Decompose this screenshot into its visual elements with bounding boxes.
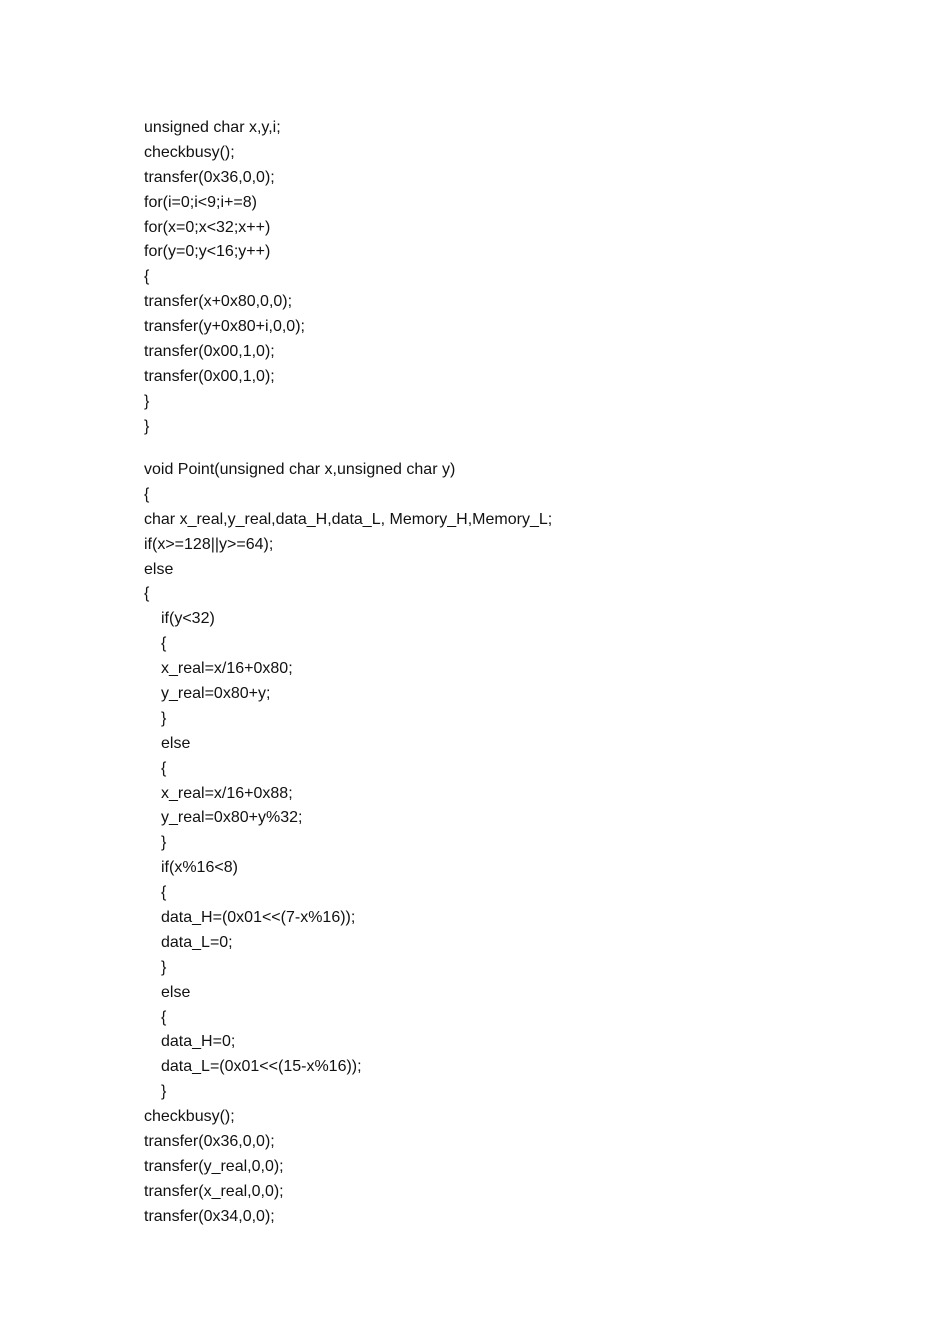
code-line: } [161,709,167,727]
code-line: y_real=0x80+y%32; [161,809,303,827]
code-line: else [144,560,174,578]
code-line: if(x>=128||y>=64); [144,535,274,553]
code-line: y_real=0x80+y; [161,685,271,703]
code-line: transfer(0x00,1,0); [144,343,275,361]
code-line: { [161,635,167,653]
code-block-point-function [144,458,552,1230]
code-line: else [161,734,191,752]
code-line: checkbusy(); [144,143,235,161]
code-line: { [161,884,167,902]
code-line: transfer(0x00,1,0); [144,367,275,385]
code-line: } [161,1083,167,1101]
code-line: checkbusy(); [144,1108,235,1126]
code-line: char x_real,y_real,data_H,data_L, Memory_H,Memory_L; [144,510,553,528]
code-line: transfer(0x36,0,0); [144,1133,275,1151]
code-line: transfer(y_real,0,0); [144,1157,284,1175]
code-block-init [144,116,305,440]
code-line: { [161,759,167,777]
code-line: { [144,585,150,603]
code-line: } [144,417,150,435]
code-line: { [144,485,150,503]
code-line: { [144,268,150,286]
code-line: void Point(unsigned char x,unsigned char y) [144,461,456,478]
code-line: if(x%16<8) [161,859,238,877]
code-line: data_H=(0x01<<(7-x%16)); [161,909,356,927]
code-line: for(y=0;y<16;y++) [144,243,271,261]
code-line: data_L=(0x01<<(15-x%16)); [161,1058,362,1076]
code-line: transfer(y+0x80+i,0,0); [144,318,305,336]
code-line: data_H=0; [161,1033,236,1051]
code-line: data_L=0; [161,933,233,951]
code-line: transfer(x+0x80,0,0); [144,293,293,311]
code-line: } [161,958,167,976]
code-line: transfer(x_real,0,0); [144,1182,284,1200]
code-line: for(x=0;x<32;x++) [144,218,271,236]
code-line: if(y<32) [161,610,215,628]
code-line: } [161,834,167,852]
code-line: else [161,983,191,1001]
code-line: transfer(0x34,0,0); [144,1207,275,1225]
code-line: transfer(0x36,0,0); [144,168,275,186]
code-line: } [144,392,150,410]
code-line: unsigned char x,y,i; [144,119,281,136]
code-line: x_real=x/16+0x88; [161,784,293,802]
code-line: x_real=x/16+0x80; [161,660,293,678]
code-line: { [161,1008,167,1026]
code-line: for(i=0;i<9;i+=8) [144,193,257,211]
